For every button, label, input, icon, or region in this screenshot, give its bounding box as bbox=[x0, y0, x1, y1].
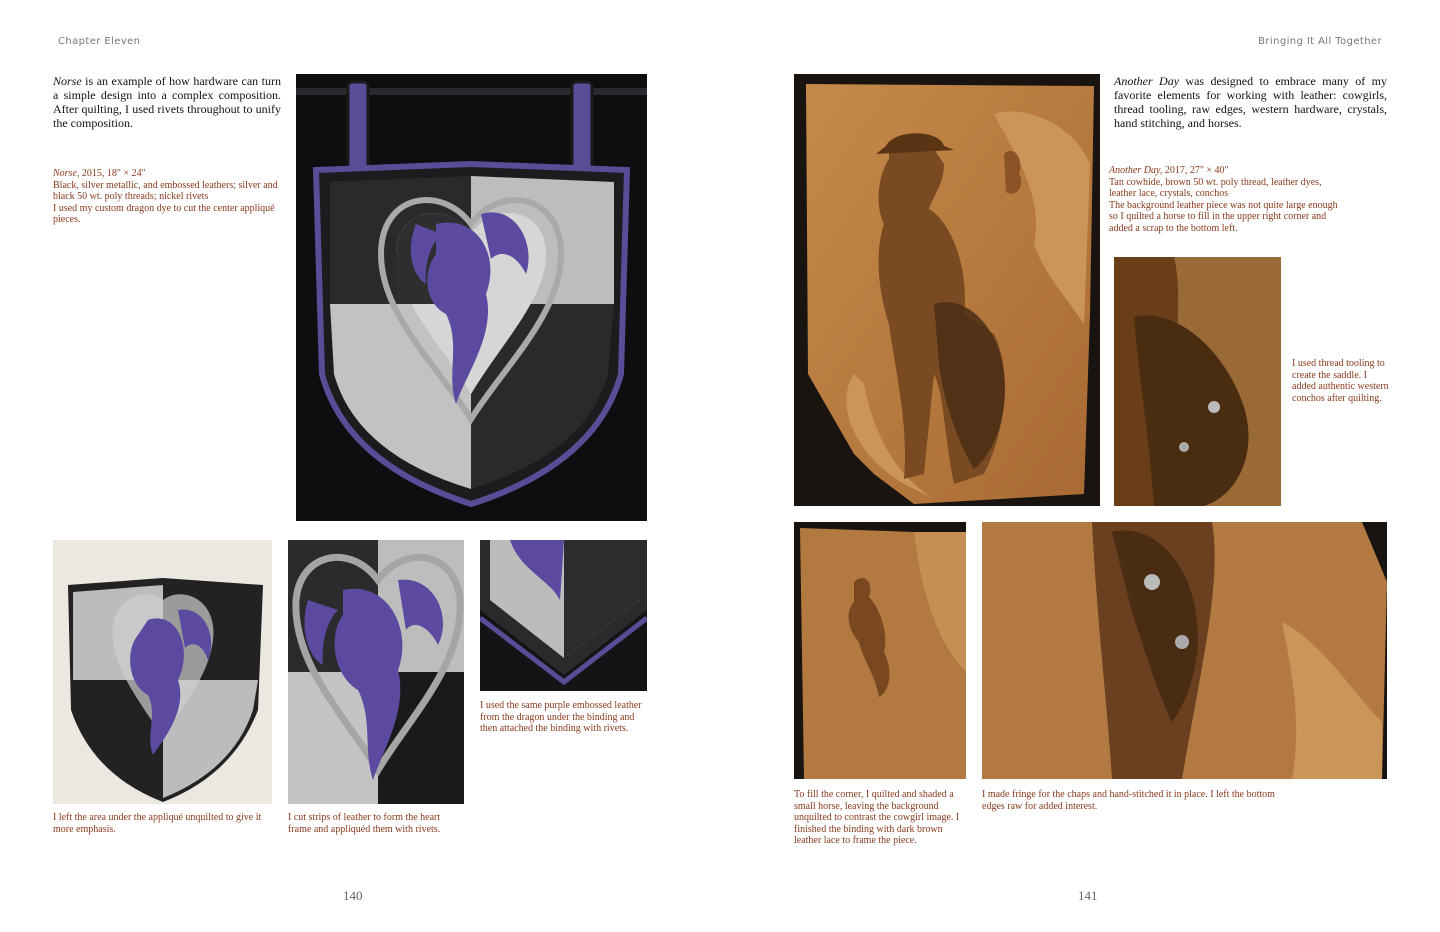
another-day-title: Another Day bbox=[1114, 74, 1180, 88]
another-day-quilt-photo bbox=[794, 74, 1100, 506]
saddle-detail-photo bbox=[1114, 257, 1281, 506]
running-header-right: Bringing It All Together bbox=[1258, 36, 1382, 47]
caption-horse: To fill the corner, I quilted and shaded a small horse, leaving the background unquilted to contrast the cowgirl image. I finished the binding with dark brown leather lace to frame the piece. bbox=[794, 789, 960, 846]
caption-saddle: I used thread tooling to create the saddle. I added authentic western conchos after quilting. bbox=[1292, 358, 1389, 404]
caption-heart-frame: I cut strips of leather to form the heart frame and appliquéd them with rivets. bbox=[288, 812, 441, 835]
norse-caption-meta: 2015, 18" × 24" bbox=[79, 168, 146, 179]
another-day-intro-text: was designed to embrace many of my favorite elements for working with leather: cowgirls, thread tooling, raw edges, western hardware, crystals, hand stitching, and horses. bbox=[1114, 74, 1388, 130]
another-day-caption-note: The background leather piece was not quite large enough so I quilted a horse to fill in the upper right corner and added a scrap to the bottom left. bbox=[1109, 199, 1338, 234]
horse-detail-photo bbox=[794, 522, 966, 779]
another-day-caption-title: Another Day, bbox=[1109, 165, 1163, 176]
another-day-caption bbox=[1109, 165, 1345, 234]
fringe-detail-photo bbox=[982, 522, 1387, 779]
page-number-left: 140 bbox=[343, 888, 363, 903]
norse-unquilted-photo bbox=[53, 540, 272, 804]
another-day-caption-meta: 2017, 27" × 40" bbox=[1162, 165, 1229, 176]
caption-binding: I used the same purple embossed leather from the dragon under the binding and then attached the binding with rivets. bbox=[480, 700, 642, 734]
another-day-intro bbox=[1114, 74, 1387, 130]
norse-intro bbox=[53, 74, 281, 130]
norse-heart-frame-photo bbox=[288, 540, 464, 804]
norse-caption-title: Norse, bbox=[53, 168, 80, 179]
norse-caption bbox=[53, 168, 281, 226]
running-header-left: Chapter Eleven bbox=[58, 36, 141, 47]
norse-intro-text: is an example of how hardware can turn a simple design into a complex composition. After quilting, I used rivets throughout to unify the composition. bbox=[53, 74, 281, 130]
norse-caption-note: I used my custom dragon dye to cut the center appliqué pieces. bbox=[53, 202, 275, 225]
caption-fringe: I made fringe for the chaps and hand-stitched it in place. I left the bottom edges raw for added interest. bbox=[982, 789, 1275, 812]
norse-title: Norse bbox=[53, 74, 82, 88]
norse-binding-photo bbox=[480, 540, 647, 691]
norse-caption-materials: Black, silver metallic, and embossed leathers; silver and black 50 wt. poly threads; nickel rivets bbox=[53, 179, 278, 202]
page-number-right: 141 bbox=[1078, 888, 1098, 903]
caption-unquilted: I left the area under the appliqué unquilted to give it more emphasis. bbox=[53, 812, 262, 835]
another-day-caption-materials: Tan cowhide, brown 50 wt. poly thread, leather dyes, leather lace, crystals, conchos bbox=[1109, 176, 1322, 199]
norse-quilt-photo bbox=[296, 74, 647, 521]
